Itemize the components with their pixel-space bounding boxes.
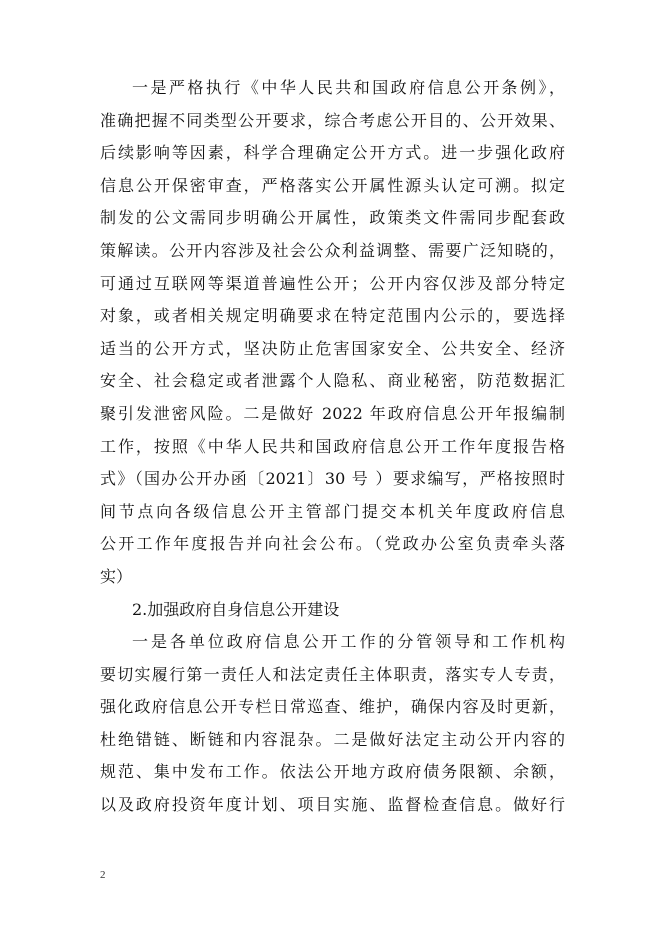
paragraph-line: 要切实履行第一责任人和法定责任主体职责，落实专人专责，: [100, 664, 565, 684]
paragraph-line: 适当的公开方式，坚决防止危害国家安全、公共安全、经济: [100, 338, 565, 358]
paragraph-line: 聚引发泄密风险。二是做好 2022 年政府信息公开年报编制: [100, 403, 565, 423]
paragraph-line: 式》（国办公开办函〔2021〕30 号 ）要求编写，严格按照时: [100, 469, 565, 489]
paragraph-line: 策解读。公开内容涉及社会公众利益调整、需要广泛知晓的，: [100, 240, 565, 260]
section-heading: 2.加强政府自身信息公开建设: [132, 599, 340, 619]
paragraph-line: 可通过互联网等渠道普遍性公开；公开内容仅涉及部分特定: [100, 273, 565, 293]
paragraph-line: 间节点向各级信息公开主管部门提交本机关年度政府信息: [100, 501, 565, 521]
paragraph-line: 一是各单位政府信息公开工作的分管领导和工作机构: [132, 632, 565, 652]
paragraph-line: 杜绝错链、断链和内容混杂。二是做好法定主动公开内容的: [100, 729, 565, 749]
paragraph-line: 制发的公文需同步明确公开属性，政策类文件需同步配套政: [100, 208, 565, 228]
paragraph-line: 规范、集中发布工作。依法公开地方政府债务限额、余额，: [100, 762, 565, 782]
body-text: [100, 72, 565, 822]
paragraph-line: 工作，按照《中华人民共和国政府信息公开工作年度报告格: [100, 436, 565, 456]
paragraph-line: 后续影响等因素，科学合理确定公开方式。进一步强化政府: [100, 143, 565, 163]
paragraph-line: 安全、社会稳定或者泄露个人隐私、商业秘密，防范数据汇: [100, 371, 565, 391]
paragraph-line: 对象，或者相关规定明确要求在特定范围内公示的，要选择: [100, 306, 565, 326]
paragraph-line: 准确把握不同类型公开要求，综合考虑公开目的、公开效果、: [100, 110, 565, 130]
paragraph-line: 以及政府投资年度计划、项目实施、监督检查信息。做好行: [100, 795, 565, 815]
paragraph-line: 信息公开保密审查，严格落实公开属性源头认定可溯。拟定: [100, 175, 565, 195]
page-number: 2: [100, 869, 106, 881]
paragraph-line: 实）: [100, 566, 133, 586]
paragraph-line: 一是严格执行《中华人民共和国政府信息公开条例》，: [132, 78, 565, 97]
paragraph-line: 强化政府信息公开专栏日常巡查、维护，确保内容及时更新，: [100, 697, 565, 717]
paragraph-line: 公开工作年度报告并向社会公布。（党政办公室负责牵头落: [100, 534, 565, 554]
